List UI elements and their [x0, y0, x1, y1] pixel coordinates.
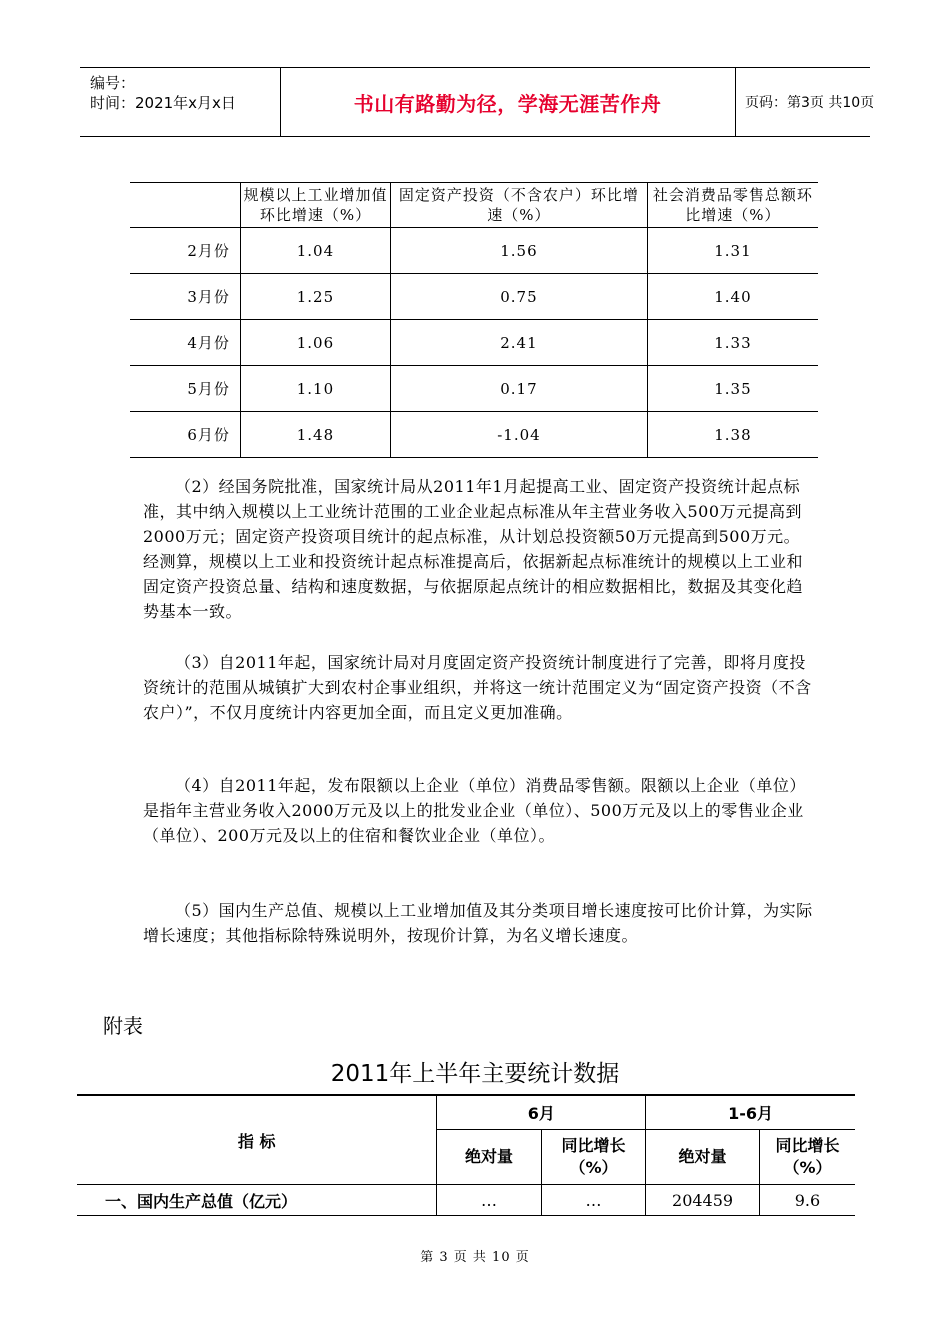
month-cell: 5月份 [130, 366, 240, 412]
indicator-cell: 一、国内生产总值（亿元） [77, 1185, 437, 1216]
table-row [130, 320, 818, 366]
month-cell: 6月份 [130, 412, 240, 458]
june-abs-header: 绝对量 [437, 1130, 541, 1185]
header-cell [130, 183, 240, 228]
number-label: 编号： [90, 74, 136, 92]
value-cell: 1.31 [647, 228, 818, 274]
page-header [80, 67, 875, 137]
value-cell: 1.25 [240, 274, 390, 320]
h1-yoy-header [759, 1130, 855, 1185]
indicator-header: 指 标 [77, 1095, 437, 1185]
value-cell: 1.35 [647, 366, 818, 412]
value-cell: 1.48 [240, 412, 390, 458]
value-cell: 1.04 [240, 228, 390, 274]
table-header-row [130, 183, 818, 228]
value-cell: … [437, 1185, 541, 1216]
header-motto: 书山有路勤为径，学海无涯苦作舟 [353, 91, 662, 116]
header-cell: 规模以上工业增加值环比增速（%） [240, 183, 390, 228]
jan-jun-group-header: 1-6月 [646, 1095, 855, 1130]
note-paragraph-5: （5）国内生产总值、规模以上工业增加值及其分类项目增长速度按可比价计算，为实际增长速度；其他指标除特殊说明外，按现价计算，为名义增长速度。 [143, 901, 813, 945]
value-cell: 1.38 [647, 412, 818, 458]
growth-rate-table [130, 182, 818, 458]
month-cell: 2月份 [130, 228, 240, 274]
yoy-label-line2: （%） [783, 1158, 832, 1177]
table-row [77, 1185, 855, 1216]
value-cell: 1.06 [240, 320, 390, 366]
value-cell: 1.10 [240, 366, 390, 412]
header-page-cell [735, 68, 875, 136]
value-cell: 9.6 [759, 1185, 855, 1216]
time-label: 时间：2021年x月x日 [90, 94, 236, 112]
value-cell: 2.41 [391, 320, 648, 366]
page-footer: 第 3 页 共 10 页 [420, 1250, 530, 1265]
header-motto-cell [280, 68, 736, 136]
value-cell: 0.75 [391, 274, 648, 320]
value-cell: 1.56 [391, 228, 648, 274]
month-cell: 3月份 [130, 274, 240, 320]
h1-abs-header: 绝对量 [646, 1130, 760, 1185]
june-yoy-header [541, 1130, 645, 1185]
table-row [130, 228, 818, 274]
table-row [130, 412, 818, 458]
appendix-label: 附表 [103, 1014, 143, 1038]
header-cell: 固定资产投资（不含农户）环比增速（%） [391, 183, 648, 228]
yoy-label-line1: 同比增长 [561, 1136, 626, 1155]
value-cell: -1.04 [391, 412, 648, 458]
note-paragraph-3: （3）自2011年起，国家统计局对月度固定资产投资统计制度进行了完善，即将月度投资统计的范围从城镇扩大到农村企事业组织，并将这一统计范围定义为“固定资产投资（不含农户）”，不仅月度统计内容更加全面，而且定义更加准确。 [143, 653, 812, 722]
header-meta [80, 68, 281, 136]
value-cell: 204459 [646, 1185, 760, 1216]
yoy-label-line1: 同比增长 [775, 1136, 840, 1155]
value-cell: 1.33 [647, 320, 818, 366]
header-cell: 社会消费品零售总额环比增速（%） [647, 183, 818, 228]
main-statistics-table [77, 1094, 855, 1216]
value-cell: … [541, 1185, 645, 1216]
value-cell: 0.17 [391, 366, 648, 412]
table2-title: 2011年上半年主要统计数据 [330, 1061, 620, 1087]
table-row [130, 366, 818, 412]
table-header-row [77, 1095, 855, 1130]
yoy-label-line2: （%） [569, 1158, 618, 1177]
note-paragraph-2: （2）经国务院批准，国家统计局从2011年1月起提高工业、固定资产投资统计起点标准，其中纳入规模以上工业统计范围的工业企业起点标准从年主营业务收入500万元提高到2000万元；固定资产投资项目统计的起点标准，从计划总投资额50万元提高到500万元。经测算，规模以上工业和投资统计起点标准提高后，依据新起点标准统计的规模以上工业和固定资产投资总量、结构和速度数据，与依据原起点统计的相应数据相比，数据及其变化趋势基本一致。 [143, 477, 804, 621]
month-cell: 4月份 [130, 320, 240, 366]
june-group-header: 6月 [437, 1095, 646, 1130]
table-row [130, 274, 818, 320]
note-paragraph-4: （4）自2011年起，发布限额以上企业（单位）消费品零售额。限额以上企业（单位）是指年主营业务收入2000万元及以上的批发业企业（单位）、500万元及以上的零售业企业（单位）、200万元及以上的住宿和餐饮业企业（单位）。 [143, 776, 806, 845]
page-info: 页码：第3页 共10页 [745, 95, 875, 111]
value-cell: 1.40 [647, 274, 818, 320]
